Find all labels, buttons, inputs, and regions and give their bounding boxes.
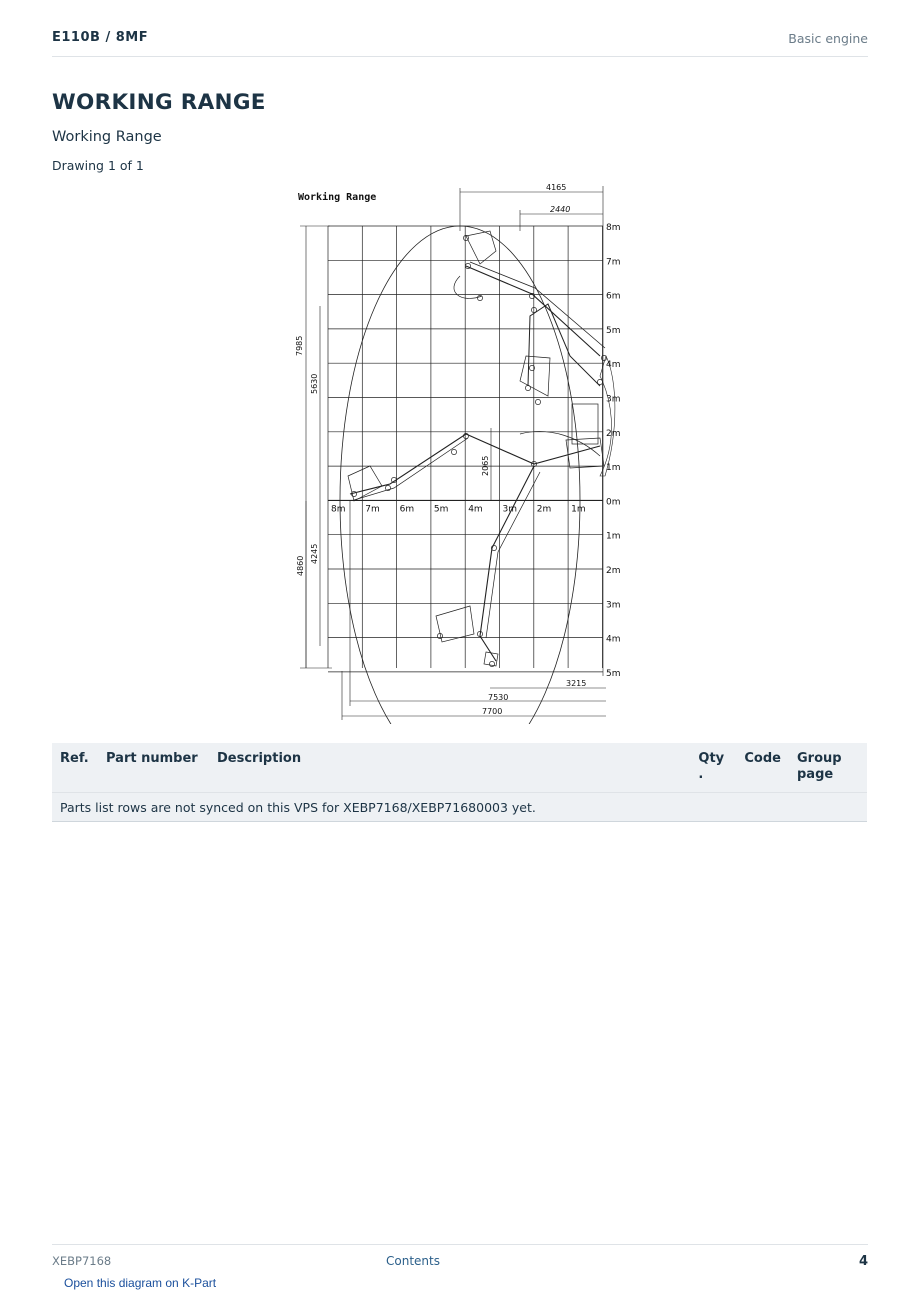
machine-model: E110B / 8MF <box>52 30 149 45</box>
page-header <box>52 28 868 57</box>
dimension-label: 4245 <box>310 543 319 564</box>
dimension-label: 7700 <box>482 707 503 716</box>
section-name: Basic engine <box>788 31 868 46</box>
scale-label: 4m <box>606 360 621 371</box>
pivot-pin <box>451 449 456 454</box>
col-part-number: Part number <box>98 743 209 793</box>
working-range-drawing <box>270 176 640 724</box>
grid <box>328 226 603 672</box>
dimension-label: 5630 <box>310 373 319 394</box>
diagram-caption: Working Range <box>298 192 377 203</box>
scale-label: 2m <box>536 504 552 515</box>
dimension-label: 3215 <box>566 679 587 688</box>
scale-label: 7m <box>365 504 380 515</box>
col-code: Code <box>736 743 789 793</box>
open-kpart-link[interactable]: Open this diagram on K-Part <box>64 1276 217 1290</box>
page-footer <box>52 1244 868 1275</box>
parts-table-header <box>52 743 867 793</box>
dimension-label: 7985 <box>295 335 304 356</box>
pivot-pin <box>525 385 530 390</box>
col-description: Description <box>209 743 690 793</box>
page-title: WORKING RANGE <box>52 90 266 115</box>
empty-parts-message: Parts list rows are not synced on this VPS for XEBP7168/XEBP71680003 yet. <box>52 793 867 822</box>
pivot-pin <box>597 379 602 384</box>
scale-label: 1m <box>606 463 621 474</box>
pivot-pin <box>477 295 482 300</box>
scale-label: 2m <box>606 566 621 576</box>
scale-label: 3m <box>606 394 621 405</box>
dimension-label: 4860 <box>296 555 305 576</box>
scale-label: 6m <box>399 504 415 515</box>
scale-label: 8m <box>331 504 346 515</box>
scale-label: 7m <box>606 257 621 268</box>
contents-link[interactable]: Contents <box>386 1254 440 1268</box>
page-subtitle: Working Range <box>52 129 162 145</box>
col-group-page: Group page <box>789 743 867 793</box>
scale-label: 5m <box>606 668 621 679</box>
scale-label: 3m <box>502 504 517 515</box>
scale-label: 5m <box>433 504 449 515</box>
col-qty: Qty . <box>690 743 736 793</box>
document-id: XEBP7168 <box>52 1254 112 1268</box>
scale-label: 8m <box>606 223 621 233</box>
page-number: 4 <box>858 1254 868 1269</box>
dimension-label: 7530 <box>488 693 509 702</box>
scale-label: 1m <box>571 504 586 515</box>
working-range-diagram[interactable] <box>270 176 640 724</box>
scale-label: 5m <box>606 325 621 336</box>
scale-label: 0m <box>606 497 621 508</box>
dimension-label: 4165 <box>546 183 567 192</box>
dimension-label: 2065 <box>481 455 490 476</box>
scale-label: 4m <box>468 504 483 515</box>
scale-label: 1m <box>606 531 621 542</box>
scale-label: 3m <box>606 600 621 611</box>
scale-label: 4m <box>606 634 621 645</box>
parts-table <box>52 743 867 822</box>
pivot-pin <box>489 661 494 666</box>
pivot-pin <box>535 399 540 404</box>
col-ref: Ref. <box>52 743 98 793</box>
scale-label: 2m <box>606 428 621 439</box>
drawing-counter: Drawing 1 of 1 <box>52 158 144 173</box>
table-row <box>52 793 867 822</box>
dimension-label: 2440 <box>550 205 571 214</box>
scale-label: 6m <box>606 291 621 302</box>
